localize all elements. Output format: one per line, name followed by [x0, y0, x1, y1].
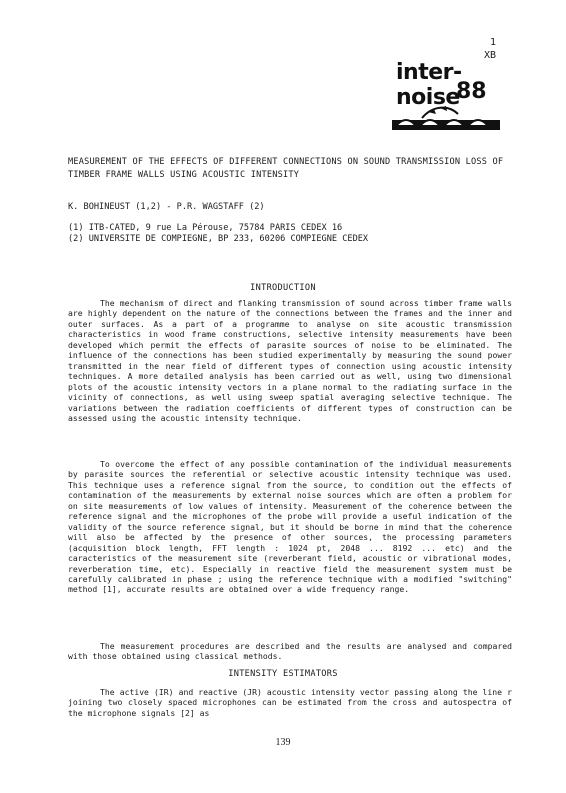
intro-paragraph-3 [68, 641, 512, 662]
paragraph-text: The measurement procedures are described and the results are analysed and compared with those obtained using classical methods. [68, 641, 512, 662]
introduction-heading: INTRODUCTION [250, 283, 316, 293]
paragraph-text: To overcome the effect of any possible contamination of the individual measurements by parasite sources the referential or selective acoustic intensity technique was used. This technique uses a reference signal from the source, to condition out the effects of contamination of the measurements by external noise sources which are often a problem for on site measurements of low values of intensity. Measurement of the coherence between the reference signal and the microphones of the probe will provide a useful indication of the validity of the source reference signal, but it should be borne in mind that the coherence will also be affected by the presence of other sources, the processing parameters (acquisition block length, FFT length : 1024 pt, 2048 ... 8192 ... etc) and the caracteristics of the measurement site (reverberant field, acoustic or vibrational modes, reverberation time, etc). Especially in reactive field the measurement system must be carefully calibrated in phase ; using the reference technique with a modified "switching" method [1], accurate results are obtained over a wide frequency range. [68, 459, 512, 595]
affiliations [68, 223, 368, 245]
paper-authors: K. BOHINEUST (1,2) - P.R. WAGSTAFF (2) [68, 202, 265, 212]
page-label: 1 [489, 37, 496, 48]
page-corner-labels [484, 36, 496, 62]
logo-year: 88 [456, 79, 487, 104]
page-number: 139 [275, 737, 291, 748]
affiliation-2: (2) UNIVERSITE DE COMPIEGNE, BP 233, 60206 COMPIEGNE CEDEX [68, 234, 369, 244]
paper-title: MEASUREMENT OF THE EFFECTS OF DIFFERENT CONNECTIONS ON SOUND TRANSMISSION LOSS OF TIMBER FRAME WALLS USING ACOUSTIC INTENSITY [68, 157, 504, 180]
conference-logo [392, 60, 502, 150]
paragraph-text: The mechanism of direct and flanking transmission of sound across timber frame walls are highly dependent on the nature of the connections between the frames and the inner and outer surfaces. As a part of a programme to analyse on site acoustic transmission characteristics in wood frame constructions, selective intensity measurements have been developed which permit the effects of parasite sources of noise to be eliminated. The influence of the connections has been studied experimentally by measuring the sound power transmitted in the near field of different types of connection using acoustic intensity techniques. A more detailed analysis has been carried out as well, using two dimensional plots of the acoustic intensity vectors in a plane normal to the radiating surface in the vicinity of connections, as well using sweep spatial averaging selective technique. The variations between the radiation coefficients of different types of construction can be assessed using the acoustic intensity technique. [68, 298, 512, 423]
intro-paragraph-2 [68, 459, 512, 595]
logo-wordmark: inter-noise [396, 60, 462, 110]
affiliation-1: (1) ITB-CATED, 9 rue La Pérouse, 75784 PARIS CEDEX 16 [68, 223, 343, 233]
estimators-heading: INTENSITY ESTIMATORS [228, 669, 338, 679]
bridge-icon [392, 100, 500, 140]
estimators-paragraph-1 [68, 687, 512, 718]
session-code: XB [483, 50, 496, 61]
intro-paragraph-1 [68, 298, 512, 423]
paragraph-text: The active (IR) and reactive (JR) acoustic intensity vector passing along the line r joining two closely spaced microphones can be estimated from the cross and autospectra of the microphone signals [2] as [68, 687, 512, 718]
